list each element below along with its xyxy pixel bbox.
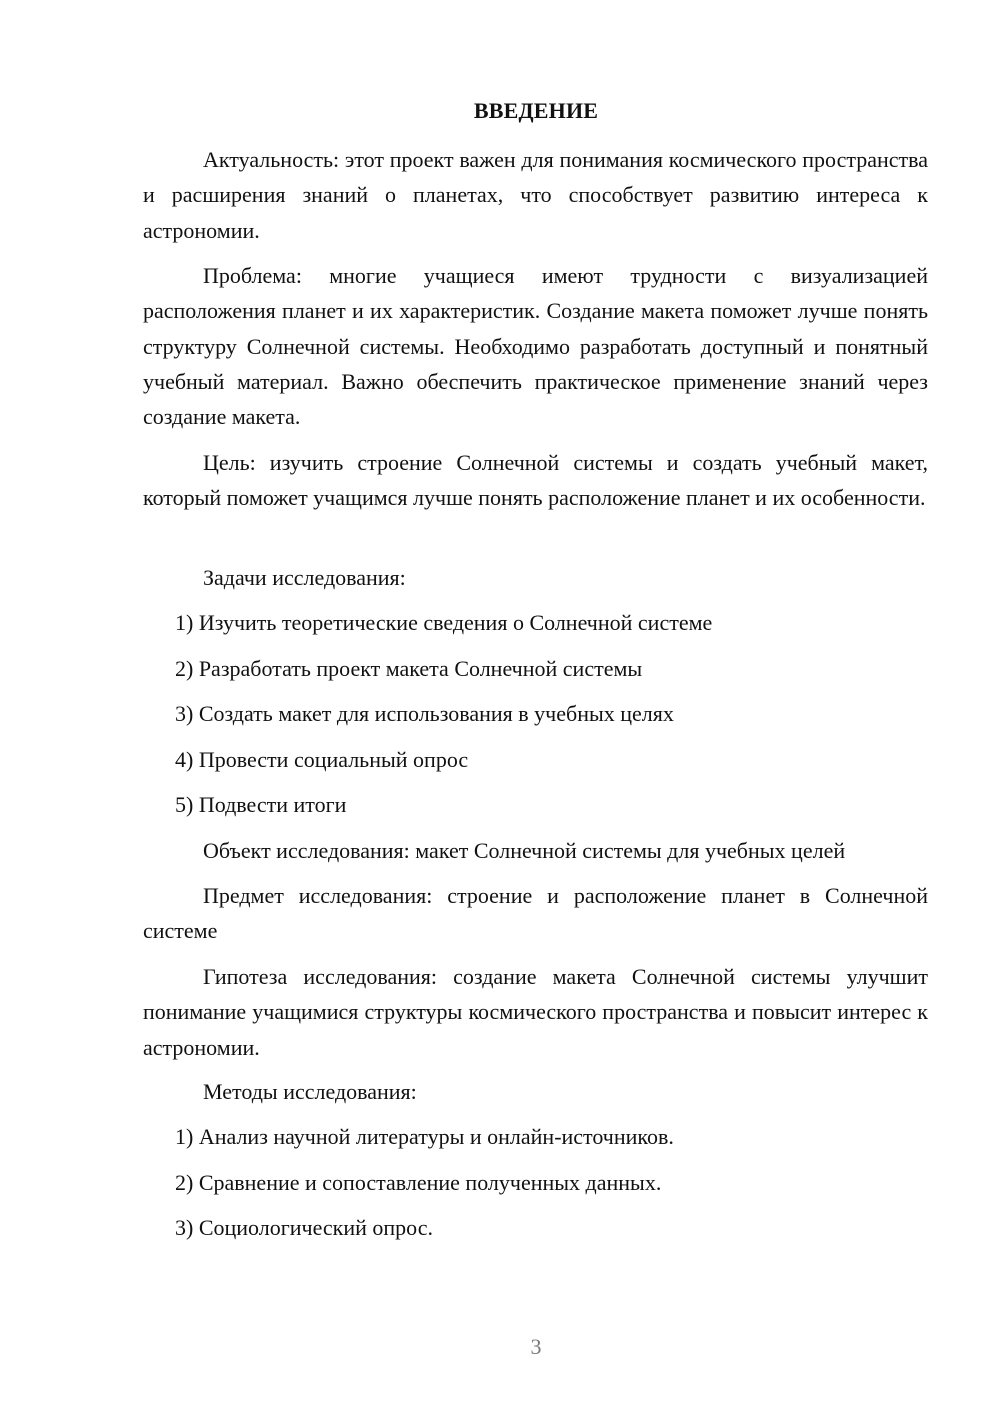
task-item: 3) Создать макет для использования в учебных целях bbox=[175, 701, 674, 726]
task-item: 1) Изучить теоретические сведения о Солнечной системе bbox=[175, 610, 713, 635]
method-item: 1) Анализ научной литературы и онлайн-источников. bbox=[175, 1124, 674, 1149]
methods-heading: Методы исследования: bbox=[203, 1079, 417, 1104]
task-item: 2) Разработать проект макета Солнечной системы bbox=[175, 656, 643, 681]
page-number: 3 bbox=[530, 1334, 542, 1359]
research-object: Объект исследования: макет Солнечной системы для учебных целей bbox=[203, 838, 846, 863]
research-subject: Предмет исследования: строение и расположение планет в Солнечной системе bbox=[143, 883, 928, 944]
method-item: 3) Социологический опрос. bbox=[175, 1215, 433, 1240]
hypothesis-paragraph: Гипотеза исследования: создание макета Солнечной системы улучшит понимание учащимися структуры космического пространства и повысит интерес к астрономии. bbox=[143, 964, 928, 1060]
task-item: 5) Подвести итоги bbox=[175, 792, 347, 817]
task-item: 4) Провести социальный опрос bbox=[175, 747, 469, 772]
section-title: ВВЕДЕНИЕ bbox=[473, 98, 599, 123]
method-item: 2) Сравнение и сопоставление полученных данных. bbox=[175, 1170, 662, 1195]
goal-paragraph: Цель: изучить строение Солнечной системы и создать учебный макет, который поможет учащимся лучше понять расположение планет и их особенности. bbox=[143, 450, 928, 511]
tasks-heading: Задачи исследования: bbox=[203, 565, 406, 590]
relevance-paragraph: Актуальность: этот проект важен для понимания космического пространства и расширения знаний о планетах, что способствует развитию интереса к астрономии. bbox=[143, 147, 928, 243]
problem-paragraph: Проблема: многие учащиеся имеют трудности с визуализацией расположения планет и их характеристик. Создание макета поможет лучше понять структуру Солнечной системы. Необходимо разработать доступный и понятный учебный материал. Важно обеспечить практическое применение знаний через создание макета. bbox=[143, 263, 928, 430]
